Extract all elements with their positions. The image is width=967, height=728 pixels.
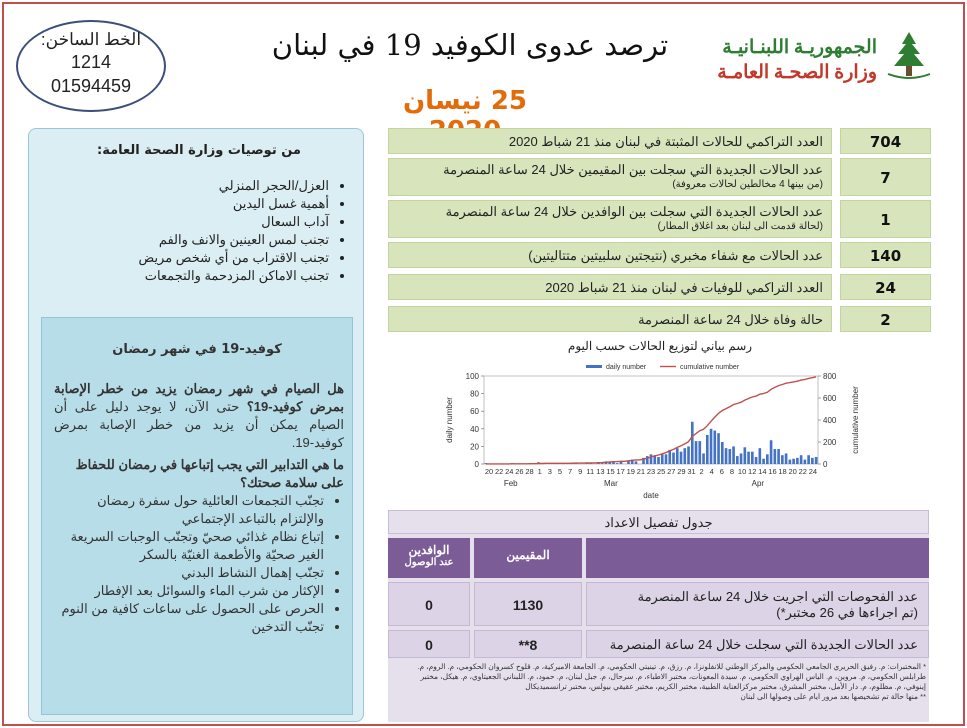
- x-tick-label: 21: [636, 467, 646, 476]
- month-label: Feb: [503, 479, 518, 488]
- x-tick-label: 24: [808, 467, 818, 476]
- x-tick-label: 9: [578, 467, 583, 476]
- daily-bar: [774, 449, 777, 464]
- x-tick-label: 24: [505, 467, 514, 476]
- x-tick-label: 31: [687, 467, 696, 476]
- list-item: • الحرص على الحصول على ساعات كافية من النوم: [54, 600, 324, 618]
- daily-bar: [796, 458, 799, 464]
- x-tick-label: 28: [525, 467, 534, 476]
- ramadan-question-1-bold: هل الصيام في شهر رمضان يزيد من خطر الإصابة بمرض كوفيد-19؟: [54, 381, 344, 414]
- daily-bar: [687, 446, 690, 464]
- stat-label: [388, 274, 832, 300]
- chart-title: رسم بياني لتوزيع الحالات حسب اليوم: [567, 339, 753, 353]
- ministry-name: [712, 36, 877, 84]
- daily-bar: [650, 454, 653, 464]
- recommendations-list: [53, 177, 343, 285]
- y-left-tick-label: 0: [474, 460, 479, 469]
- ramadan-question-2: ما هي التدابير التي يجب إتباعها في رمضان للحفاظ على سلامة صحتك؟: [75, 457, 344, 490]
- report-date: 25 نيسان: [402, 86, 528, 116]
- table-cell: **8: [474, 630, 582, 658]
- daily-bar: [789, 460, 792, 464]
- daily-bar: [740, 453, 743, 464]
- x-tick-label: 2: [699, 467, 704, 476]
- month-label: Apr: [751, 479, 765, 488]
- x-tick-label: 26: [515, 467, 524, 476]
- stat-label: [388, 158, 832, 196]
- daily-bar: [721, 442, 724, 464]
- y-right-tick-label: 400: [823, 416, 837, 425]
- daily-bar: [762, 459, 765, 464]
- stat-row-deaths-24h: [388, 306, 931, 332]
- legend-swatch-daily: [586, 365, 602, 368]
- list-item: • تجنب الاماكن المزدحمة والتجمعات: [53, 267, 329, 285]
- list-item: • أهمية غسل اليدين: [53, 195, 329, 213]
- stat-value: 2: [840, 306, 931, 332]
- daily-bar: [744, 447, 747, 464]
- daily-bar: [755, 457, 758, 464]
- details-title: جدول تفصيل الاعداد: [388, 510, 929, 534]
- col-arrivals-label: الوافدين: [408, 543, 450, 557]
- daily-bar: [665, 454, 668, 464]
- x-tick-label: 16: [768, 467, 777, 476]
- hotline-badge: [16, 20, 166, 112]
- footnote-2: ** منها حالة تم تشخيصها بعد مرور ايام على وصولها الى لبنان: [740, 692, 926, 701]
- ramadan-panel: [41, 317, 353, 715]
- table-row-label: [586, 582, 929, 626]
- x-tick-label: 4: [709, 467, 714, 476]
- x-tick-label: 10: [737, 467, 747, 476]
- daily-bar: [710, 429, 713, 464]
- daily-bar: [815, 457, 818, 464]
- republic-label: الجمهوريـة اللبنـانيـة: [722, 37, 877, 58]
- stat-label-sub: (لحالة قدمت الى لبنان بعد اغلاق المطار): [657, 221, 823, 232]
- stat-label-text: عدد الحالات مع شفاء مخبري (نتيجتين سلبيتين متتاليتين): [528, 248, 823, 263]
- daily-bar: [698, 441, 701, 464]
- list-item: • العزل/الحجر المنزلي: [53, 177, 329, 195]
- stat-row-deaths-cumulative: [388, 274, 931, 300]
- list-item: • آداب السعال: [53, 213, 329, 231]
- cedar-logo-icon: [882, 30, 936, 82]
- daily-bar: [751, 452, 754, 464]
- daily-bar: [728, 449, 731, 464]
- hotline-label: الخط الساخن:: [40, 30, 142, 49]
- daily-bar: [661, 454, 664, 464]
- stat-label-text: العدد التراكمي للوفيات في لبنان منذ 21 شباط 2020: [545, 280, 823, 295]
- daily-bar: [680, 452, 683, 464]
- x-tick-label: 8: [729, 467, 735, 476]
- daily-bar: [657, 457, 660, 464]
- table-cell: 1130: [474, 582, 582, 626]
- stat-value: 140: [840, 242, 931, 268]
- ramadan-list: [54, 492, 344, 636]
- footnote-1: * المختبرات: م. رفيق الحريري الجامعي الحكومي والمركز الوطني للانفلونزا، م. رزق، م. تينيتي الحكومي، م. الجامعة الاميركية، م. قلوح كسروان الحكومي، م. الروم، م. طرابلس الحكومي، م. مروين، م. الياس الهراوي الحكومي، م. سيدة المعونات، مختبر الاطباء، م. سرحال، م. جبل لبنان، م. حمود، م. اللبناني الجعيتاوي، م. هيكل، مختبر إينوفي، م. مظلوم، م. دار الأمل، مختبر المشرق، مختبر مركزالعناية الطبية، مختبر الكريم، مختبر عقيقي بيولس، مختبر ترانسميديكال: [417, 662, 926, 691]
- daily-bar: [781, 455, 784, 464]
- daily-bar: [672, 453, 675, 464]
- stat-value: 1: [840, 200, 931, 238]
- stat-label-text: عدد الحالات الجديدة التي سجلت بين الوافدين خلال 24 ساعة المنصرمة: [445, 204, 823, 219]
- page-title: ترصد عدوى الكوفيد 19 في لبنان: [271, 28, 669, 62]
- x-tick-label: 17: [616, 467, 625, 476]
- col-residents-header: المقيمين: [474, 538, 582, 578]
- stat-value: 7: [840, 158, 931, 196]
- list-item: • تجنب الاقتراب من أي شخص مريض: [53, 249, 329, 267]
- y-right-tick-label: 200: [823, 438, 837, 447]
- daily-bar: [668, 450, 671, 464]
- x-tick-label: 12: [748, 467, 757, 476]
- y-right-tick-label: 800: [823, 372, 837, 381]
- cumulative-line: [486, 377, 816, 464]
- stat-label: [388, 200, 832, 238]
- y-right-axis-label: cumulative number: [851, 386, 860, 454]
- x-tick-label: 15: [606, 467, 615, 476]
- month-label: Mar: [604, 479, 618, 488]
- daily-bar: [807, 455, 810, 464]
- daily-bar: [702, 453, 705, 464]
- daily-bar: [811, 458, 814, 464]
- y-left-tick-label: 20: [470, 442, 479, 452]
- hotline-number-2: 01594459: [50, 76, 132, 96]
- ramadan-answer-1: حتى الآن، لا يوجد دليل على أن الصيام يمكن أن يزيد من خطر الإصابة بمرض كوفيد-19.: [54, 399, 344, 450]
- legend-label-cumulative: cumulative number: [680, 364, 740, 371]
- x-tick-label: 23: [646, 467, 656, 476]
- legend-label-daily: daily number: [606, 364, 647, 371]
- ramadan-question-1: [54, 380, 344, 452]
- daily-bar: [792, 459, 795, 464]
- daily-bar: [770, 440, 773, 464]
- stat-label-text: حالة وفاة خلال 24 ساعة المنصرمة: [638, 312, 823, 327]
- x-tick-label: 19: [626, 467, 635, 476]
- col-arrivals-sub: عند الوصول: [404, 557, 454, 568]
- list-item: • تجنّب التجمعات العائلية حول سفرة رمضان والإلتزام بالتباعد الإجتماعي: [54, 492, 324, 528]
- daily-bar: [766, 454, 769, 464]
- x-tick-label: 1: [537, 467, 542, 476]
- recommendations-title: من توصيات وزارة الصحة العامة:: [97, 143, 301, 158]
- y-right-tick-label: 600: [823, 394, 837, 403]
- daily-bar: [736, 456, 739, 464]
- stat-label-sub: (من بينها 4 مخالطين لحالات معروفة): [672, 179, 823, 190]
- x-tick-label: 3: [547, 467, 552, 476]
- stat-value: 704: [840, 128, 931, 154]
- recommendations-panel: [28, 128, 364, 722]
- ramadan-title: كوفيد-19 في شهر رمضان: [112, 342, 282, 357]
- ministry-label: وزارة الصحـة العامـة: [717, 62, 877, 83]
- list-item: • إتباع نظام غذائي صحيّ وتجنّب الوجبات السريعة الغير صحيّة والأطعمة الغنيّة بالسكر: [54, 528, 324, 564]
- x-tick-label: 6: [719, 467, 724, 476]
- x-tick-label: 5: [557, 467, 562, 476]
- daily-bar: [717, 433, 720, 464]
- daily-bar: [713, 431, 716, 464]
- x-tick-label: 18: [778, 467, 787, 476]
- plot-area: [484, 376, 818, 464]
- row-label-text: عدد الفحوصات التي اجريت خلال 24 ساعة المنصرمة: [637, 589, 918, 604]
- daily-bar: [785, 453, 788, 464]
- list-item: • تجنّب التدخين: [54, 618, 324, 636]
- stat-row-new-residents: [388, 158, 931, 196]
- daily-bar: [695, 441, 698, 464]
- daily-bar: [747, 452, 750, 464]
- daily-cases-chart: [438, 356, 868, 506]
- stat-row-cumulative: [388, 128, 931, 154]
- stat-value: 24: [840, 274, 931, 300]
- y-right-tick-label: 0: [823, 460, 828, 469]
- x-tick-label: 20: [788, 467, 797, 476]
- daily-bar: [800, 455, 803, 464]
- x-tick-label: 22: [798, 467, 807, 476]
- y-left-tick-label: 100: [465, 372, 479, 381]
- col-label-header: [586, 538, 929, 578]
- daily-bar: [635, 461, 638, 464]
- daily-bar: [732, 446, 735, 464]
- x-tick-label: 20: [484, 467, 494, 476]
- x-axis-label: date: [643, 491, 659, 500]
- daily-bar: [676, 448, 679, 464]
- y-left-tick-label: 60: [470, 407, 479, 417]
- x-tick-label: 29: [677, 467, 686, 476]
- x-tick-label: 11: [586, 467, 595, 476]
- table-row-label: عدد الحالات الجديدة التي سجلت خلال 24 ساعة المنصرمة: [586, 630, 929, 658]
- footnotes: [398, 662, 926, 702]
- col-arrivals-header: [388, 538, 470, 578]
- stat-label: [388, 306, 832, 332]
- stat-row-new-arrivals: [388, 200, 931, 238]
- daily-bar: [683, 448, 686, 464]
- y-left-tick-label: 40: [470, 424, 479, 434]
- stat-row-recovered: [388, 242, 931, 268]
- stat-label-text: عدد الحالات الجديدة التي سجلت بين المقيمين خلال 24 ساعة المنصرمة: [443, 162, 823, 177]
- daily-bar: [777, 449, 780, 464]
- daily-bar: [691, 422, 694, 464]
- hotline-number-1: 1214: [70, 52, 112, 72]
- list-item: • تجنّب إهمال النشاط البدني: [54, 564, 324, 582]
- y-left-tick-label: 80: [470, 389, 479, 399]
- row-label-sub: (تم اجراءها في 26 مختبر*): [776, 605, 918, 620]
- x-tick-label: 27: [667, 467, 676, 476]
- list-item: • الإكثار من شرب الماء والسوائل بعد الإفطار: [54, 582, 324, 600]
- daily-bar: [616, 463, 619, 464]
- table-cell: 0: [388, 582, 470, 626]
- x-tick-label: 7: [567, 467, 573, 476]
- daily-bar: [706, 435, 709, 464]
- table-cell: 0: [388, 630, 470, 658]
- stat-label-text: العدد التراكمي للحالات المثبتة في لبنان منذ 21 شباط 2020: [508, 134, 823, 149]
- daily-bar: [759, 448, 762, 464]
- daily-bar: [804, 460, 807, 464]
- y-left-axis-label: daily number: [445, 397, 454, 443]
- x-tick-label: 14: [758, 467, 767, 476]
- x-tick-label: 25: [656, 467, 666, 476]
- x-tick-label: 13: [596, 467, 605, 476]
- x-tick-label: 22: [495, 467, 504, 476]
- stat-label: [388, 242, 832, 268]
- daily-bar: [725, 448, 728, 464]
- list-item: • تجنب لمس العينين والانف والفم: [53, 231, 329, 249]
- stat-label: [388, 128, 832, 154]
